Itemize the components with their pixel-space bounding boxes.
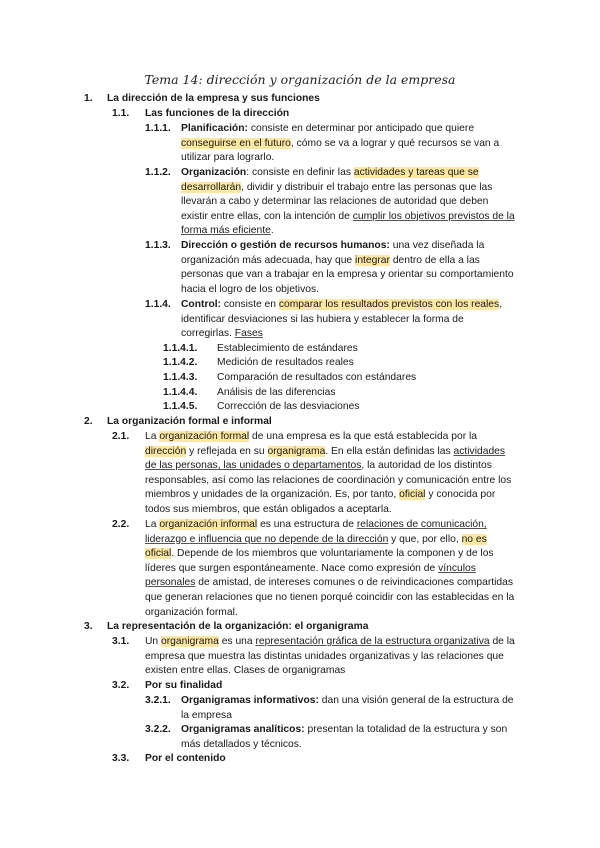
item-number: 1.1.4.	[145, 299, 171, 310]
text: responsables, así como las relaciones de coordinación y comunicación entre los	[145, 474, 512, 486]
text: más detallados y técnicos.	[181, 738, 302, 750]
text: una vez diseñada la	[389, 240, 485, 251]
highlight: integrar	[355, 254, 390, 266]
text: ,	[499, 299, 503, 310]
paragraph-organizacion-formal	[145, 430, 511, 518]
highlight: organización formal	[159, 431, 250, 442]
highlight: comparar los resultados previstos con los reales	[278, 299, 500, 310]
phase-number: 1.1.4.1.	[163, 343, 198, 354]
document-title: Tema 14: dirección y organización de la empresa	[144, 72, 456, 87]
subsection-number: 3.2.	[112, 680, 130, 691]
item-number: 3.2.1.	[145, 695, 171, 706]
highlight: no es	[461, 533, 487, 545]
text: dentro de ella a las	[389, 254, 480, 266]
phase-number: 1.1.4.5.	[163, 401, 198, 412]
text: .	[270, 225, 274, 237]
text: líderes que surgen espontáneamente. Nace como expresión de	[145, 562, 439, 574]
section-number: 2.	[84, 416, 93, 427]
item-number: 3.2.2.	[145, 724, 171, 735]
phase-text: Análisis de las diferencias	[217, 387, 336, 398]
text: de una empresa es la que está establecida por la	[249, 431, 478, 442]
phase-number: 1.1.4.4.	[163, 387, 198, 398]
section-heading: La representación de la organización: el organigrama	[107, 621, 369, 632]
subsection-heading: Las funciones de la dirección	[145, 108, 290, 119]
text: existen entre ellas. Clases de organigramas	[145, 665, 346, 677]
text: organización más adecuada, hay que	[181, 254, 356, 266]
underline: actividades	[453, 445, 506, 457]
highlight: desarrollarán	[181, 181, 242, 193]
underline: forma más eficiente	[181, 225, 271, 237]
subsection-number: 2.1.	[112, 431, 130, 442]
term: Dirección o gestión de recursos humanos:	[181, 240, 390, 251]
section-number: 1.	[84, 93, 93, 104]
term: Control:	[181, 299, 222, 310]
paragraph-planificacion	[181, 122, 499, 166]
highlight: organización informal	[159, 519, 258, 530]
text: , cómo se va a lograr y qué recursos se van a	[290, 137, 500, 149]
section-heading: La organización formal e informal	[107, 416, 272, 427]
text: es una	[218, 636, 256, 647]
underline: representación gráfica de la estructura organizativa	[255, 636, 490, 647]
text: , dividir y distribuir el trabajo entre las personas que las	[241, 181, 493, 193]
term: Organigramas informativos:	[181, 695, 319, 706]
text: llevarán a cabo y determinar las relaciones de autoridad que deben	[181, 196, 489, 208]
text: identificar desviaciones si las hubiera y establecer la forma de	[181, 313, 464, 325]
phase-text: Medición de resultados reales	[217, 357, 354, 368]
text: utilizar para lograrlo.	[181, 152, 275, 164]
underline: relaciones de comunicación,	[356, 519, 487, 530]
text: y reflejada en su	[186, 445, 268, 457]
underline: liderazgo e influencia que no depende de la dirección	[145, 533, 389, 545]
phase-number: 1.1.4.2.	[163, 357, 198, 368]
text: , la autoridad de los distintos	[361, 460, 492, 472]
text: personas que van a trabajar en la empresa y orientar su comportamiento	[181, 269, 514, 281]
paragraph-control	[181, 298, 502, 342]
text: hacia el logro de los objetivos.	[181, 283, 319, 295]
highlight: organigrama	[267, 445, 326, 457]
highlight: oficial	[145, 548, 172, 560]
paragraph-organizacion-informal	[145, 518, 514, 620]
text: existir entre ellas, con la intención de	[181, 210, 353, 222]
text: Un	[145, 636, 162, 647]
item-number: 1.1.1.	[145, 123, 171, 134]
text: consiste en determinar por anticipado que quiere	[247, 123, 475, 134]
text: . En ella están definidas las	[325, 445, 454, 457]
highlight: oficial	[399, 489, 426, 501]
text: la empresa	[181, 709, 232, 721]
text: de la	[489, 636, 515, 647]
text: miembros y unidades de la organización. Es, por tanto,	[145, 489, 400, 501]
text: dan una visión general de la estructura de	[318, 695, 514, 706]
text: consiste en	[221, 299, 279, 310]
text: todos sus miembros, que están obligados a aceptarla.	[145, 503, 392, 515]
phase-text: Comparación de resultados con estándares	[217, 372, 417, 383]
text: organización formal.	[145, 606, 238, 618]
section-number: 3.	[84, 621, 93, 632]
phase-text: Establecimiento de estándares	[217, 343, 358, 354]
phase-text: Corrección de las desviaciones	[217, 401, 360, 412]
text: que generan relaciones que no tienen porqué coincidir con las establecidas en la	[145, 591, 515, 603]
text: presentan la totalidad de la estructura y son	[304, 724, 508, 735]
text: . Depende de los miembros que voluntariamente la componen y de los	[171, 548, 494, 560]
term: Organigramas analíticos:	[181, 724, 305, 735]
text: empresa que muestra las distintas unidades organizativas y las relaciones que	[145, 650, 504, 662]
item-number: 1.1.3.	[145, 240, 171, 251]
subsection-number: 3.3.	[112, 753, 130, 764]
underline: personales	[145, 577, 196, 589]
paragraph-analiticos	[181, 723, 507, 752]
text: La	[145, 519, 160, 530]
text: : consiste en definir las	[246, 167, 354, 178]
paragraph-direccion	[181, 239, 514, 297]
underline: vínculos	[438, 562, 476, 574]
text: y conocida por	[425, 489, 496, 501]
term: Planificación:	[181, 123, 248, 134]
text: La	[145, 431, 160, 442]
text: y que, por ello,	[388, 533, 462, 545]
subsection-heading: Por el contenido	[145, 753, 226, 764]
phase-number: 1.1.4.3.	[163, 372, 198, 383]
paragraph-organigrama	[145, 635, 515, 679]
subsection-number: 1.1.	[112, 108, 130, 119]
text: corregirlas.	[181, 328, 235, 340]
underline: de las personas, las unidades o departamentos	[145, 460, 362, 472]
highlight: conseguirse en el futuro	[181, 137, 291, 149]
subsection-number: 2.2.	[112, 519, 130, 530]
item-number: 1.1.2.	[145, 167, 171, 178]
paragraph-organizacion	[181, 166, 515, 239]
text: es una estructura de	[257, 519, 357, 530]
subsection-heading: Por su finalidad	[145, 680, 223, 691]
highlight: actividades y tareas que se	[353, 167, 479, 178]
highlight: organigrama	[161, 636, 219, 647]
paragraph-informativos	[181, 694, 514, 723]
highlight: dirección	[145, 445, 187, 457]
section-heading: La dirección de la empresa y sus funciones	[107, 93, 320, 104]
subsection-number: 3.1.	[112, 636, 130, 647]
underline: cumplir los objetivos previstos de la	[352, 210, 515, 222]
term: Organización	[181, 167, 247, 178]
text: de amistad, de intereses comunes o de reivindicaciones compartidas	[195, 577, 514, 589]
underline: Fases	[234, 328, 263, 340]
